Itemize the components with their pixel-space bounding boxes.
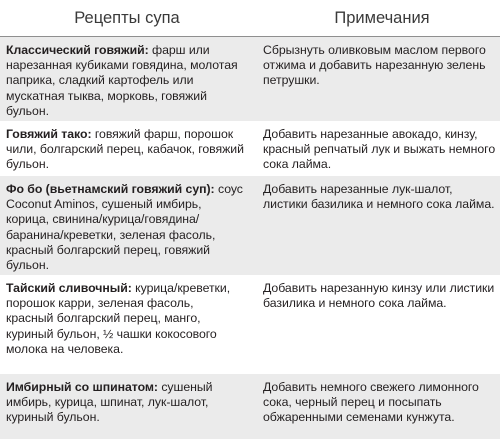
recipe-cell bbox=[0, 281, 250, 374]
note-cell: Добавить нарезанную кинзу или листики базилика и немного сока лайма. bbox=[263, 281, 495, 311]
recipe-name: Говяжий тако: bbox=[6, 127, 92, 141]
recipe-ingredients: сушеный имбирь, курица, шпинат, лук-шалот, куриный бульон. bbox=[6, 380, 213, 425]
table-row bbox=[0, 37, 500, 121]
recipe-ingredients: фарш или нарезанная кубиками говядина, молотая паприка, сладкий картофель или мускатная тыква, морковь, говяжий бульон. bbox=[6, 43, 238, 118]
note-cell: Добавить немного свежего лимонного сока, черный перец и посыпать обжаренными семенами кунжута. bbox=[263, 380, 479, 425]
recipe-cell bbox=[0, 127, 250, 176]
note-cell: Добавить нарезанные авокадо, кинзу, красный репчатый лук и выжать немного сока лайма. bbox=[263, 127, 496, 172]
note-cell: Сбрызнуть оливковым маслом первого отжима и добавить нарезанную зелень петрушки. bbox=[263, 43, 486, 88]
table-row bbox=[0, 275, 500, 374]
note-cell: Добавить нарезанные лук-шалот, листики базилика и немного сока лайма. bbox=[263, 182, 495, 212]
header-notes: Примечания bbox=[334, 8, 430, 27]
recipe-cell bbox=[0, 43, 250, 121]
table-row bbox=[0, 374, 500, 439]
recipe-cell bbox=[0, 380, 250, 439]
recipe-name: Фо бо (вьетнамский говяжий суп): bbox=[6, 182, 215, 196]
header-recipes: Рецепты супа bbox=[74, 8, 180, 27]
table-header bbox=[0, 0, 500, 37]
recipe-name: Тайский сливочный: bbox=[6, 281, 132, 295]
recipe-ingredients: курица/креветки, порошок карри, зеленая фасоль, красный болгарский перец, манго, куриный бульон, ½ чашки кокосового молока на человека. bbox=[6, 281, 231, 356]
recipe-name: Классический говяжий: bbox=[6, 43, 149, 57]
recipe-ingredients: соус Coconut Aminos, сушеный имбирь, корица, свинина/курица/говядина/баранина/креветки, зеленая фасоль, красный болгарский перец, говяжий бульон. bbox=[6, 182, 243, 273]
table-row bbox=[0, 176, 500, 275]
recipe-ingredients: говяжий фарш, порошок чили, болгарский перец, кабачок, говяжий бульон. bbox=[6, 127, 244, 172]
recipe-name: Имбирный со шпинатом: bbox=[6, 380, 158, 394]
table-row bbox=[0, 121, 500, 176]
recipe-cell bbox=[0, 182, 250, 275]
